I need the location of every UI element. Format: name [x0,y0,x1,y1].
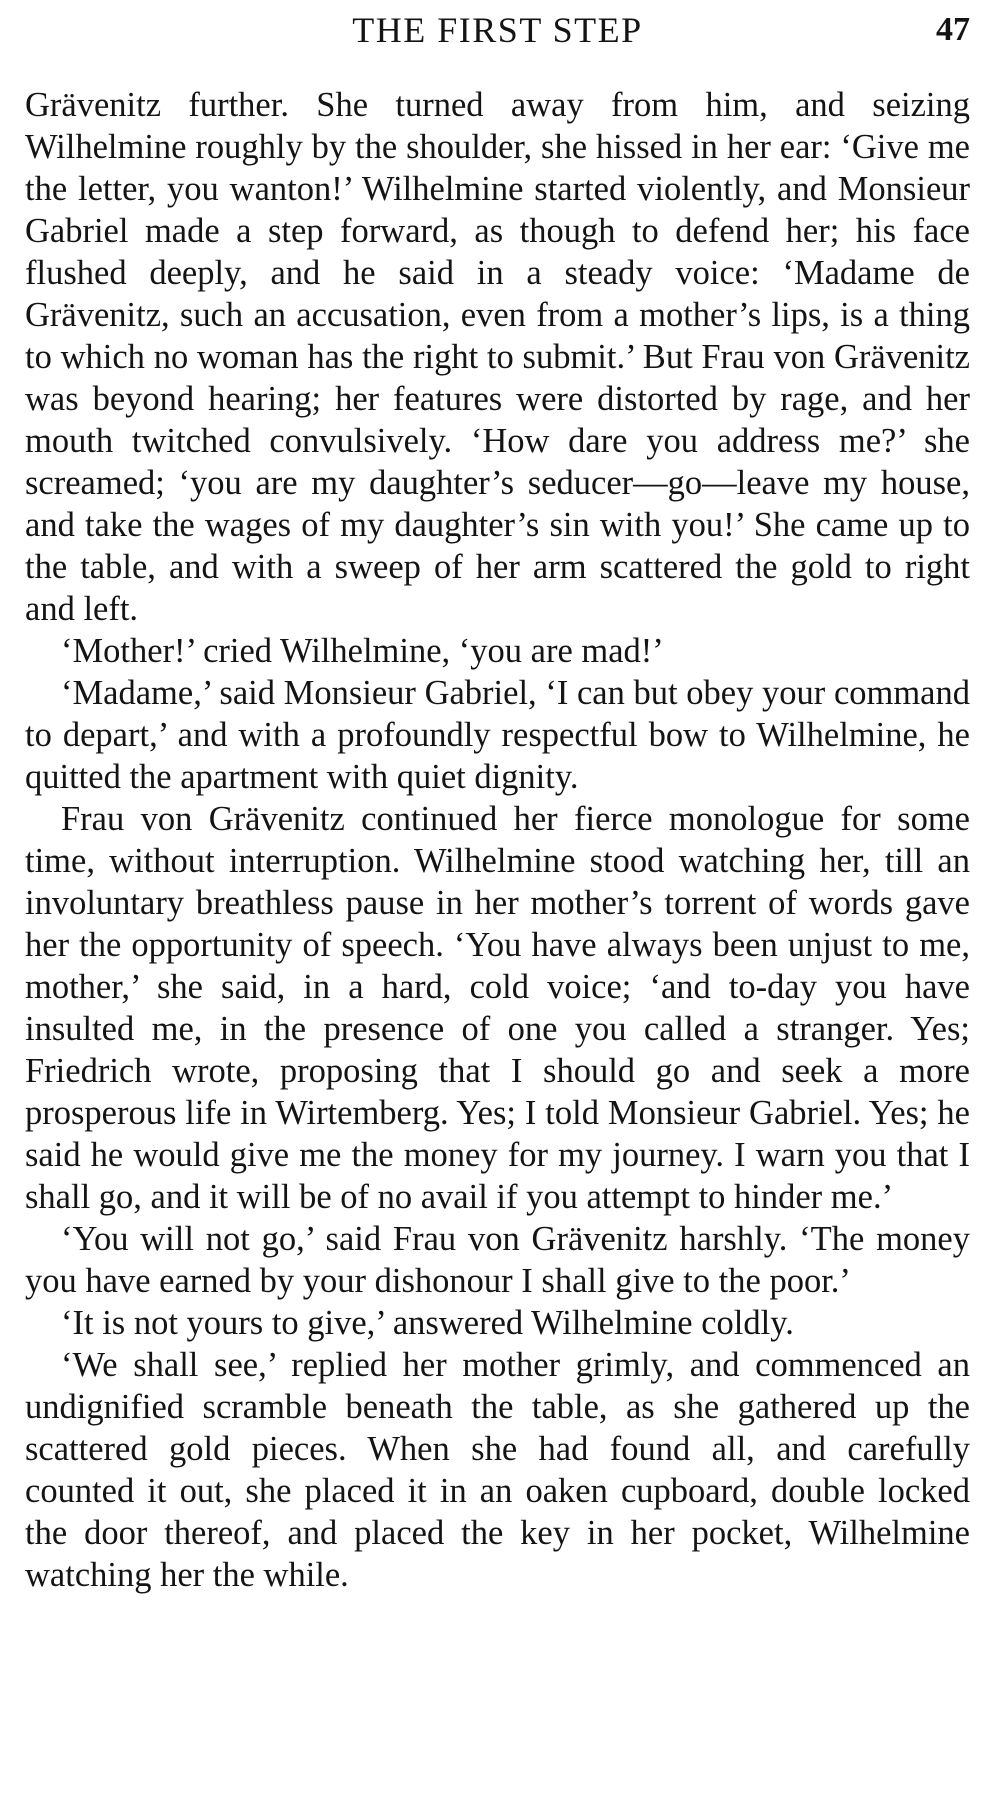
paragraph: ‘Madame,’ said Monsieur Gabriel, ‘I can but obey your command to depart,’ and with a profoundly respectful bow to Wilhelmine, he quitted the apartment with quiet dignity. [25,674,970,796]
paragraph-continued: Grävenitz further. She turned away from him, and seizing Wilhelmine roughly by the shoulder, she hissed in her ear: ‘Give me the letter, you wanton!’ Wilhelmine started violently, and Monsieur Gabriel made a step forward, as though to defend her; his face flushed deeply, and he said in a steady voice: ‘Madame de Grävenitz, such an accusation, even from a mother’s lips, is a thing to which no woman has the right to submit.’ But Frau von Grävenitz was beyond hearing; her features were distorted by rage, and her mouth twitched convulsively. ‘How dare you address me?’ she screamed; ‘you are my daughter’s seducer—go—leave my house, and take the wages of my daughter’s sin with you!’ She came up to the table, and with a sweep of her arm scattered the gold to right and left. [25,86,970,628]
paragraph: ‘It is not yours to give,’ answered Wilhelmine coldly. [61,1304,794,1342]
body-text [25,84,970,1596]
page-number: 47 [936,11,970,48]
paragraph: ‘Mother!’ cried Wilhelmine, ‘you are mad!’ [61,632,664,670]
paragraph: ‘You will not go,’ said Frau von Grävenitz harshly. ‘The money you have earned by your dishonour I shall give to the poor.’ [25,1220,970,1300]
paragraph: Frau von Grävenitz continued her fierce monologue for some time, without interruption. Wilhelmine stood watching her, till an involuntary breathless pause in her mother’s torrent of words gave her the opportunity of speech. ‘You have always been unjust to me, mother,’ she said, in a hard, cold voice; ‘and to-day you have insulted me, in the presence of one you called a stranger. Yes; Friedrich wrote, proposing that I should go and seek a more prosperous life in Wirtemberg. Yes; I told Monsieur Gabriel. Yes; he said he would give me the money for my journey. I warn you that I shall go, and it will be of no avail if you attempt to hinder me.’ [25,800,970,1216]
running-title: THE FIRST STEP [352,10,643,50]
running-head [25,8,970,52]
paragraph: ‘We shall see,’ replied her mother grimly, and commenced an undignified scramble beneath the table, as she gathered up the scattered gold pieces. When she had found all, and carefully counted it out, she placed it in an oaken cupboard, double locked the door thereof, and placed the key in her pocket, Wilhelmine watching her the while. [25,1346,970,1594]
